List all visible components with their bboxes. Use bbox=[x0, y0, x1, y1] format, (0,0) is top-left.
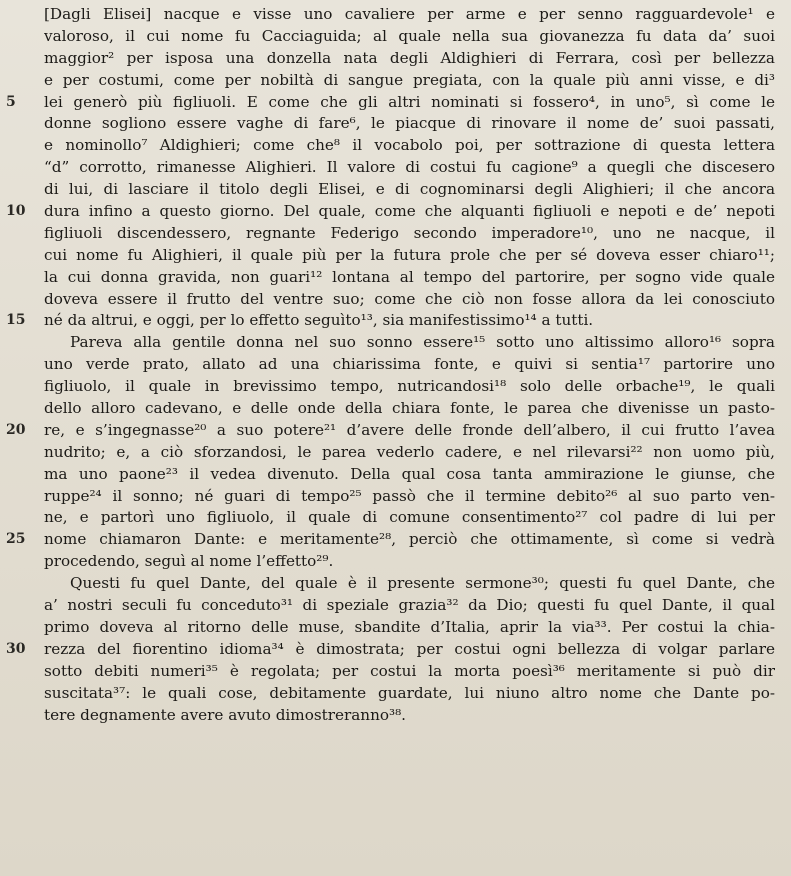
text-line bbox=[6, 683, 775, 705]
line-text: dura infino a questo giorno. Del quale, come che alquanti figliuoli e nepoti e de’ nepoti bbox=[44, 202, 775, 221]
text-line bbox=[6, 332, 775, 354]
line-number: 25 bbox=[6, 531, 26, 548]
text-line bbox=[6, 376, 775, 398]
text-line bbox=[6, 442, 775, 464]
text-line bbox=[6, 705, 775, 727]
text-line bbox=[6, 70, 775, 92]
line-text: né da altrui, e oggi, per lo effetto seguìto¹³, sia manifestissimo¹⁴ a tutti. bbox=[44, 311, 594, 330]
text-line bbox=[6, 529, 775, 551]
text-line bbox=[6, 289, 775, 311]
text-line bbox=[6, 639, 775, 661]
line-text: “d” corrotto, rimanesse Alighieri. Il valore di costui fu cagione⁹ a quegli che discesero bbox=[44, 158, 775, 177]
text-line bbox=[6, 48, 775, 70]
text-line bbox=[6, 661, 775, 683]
line-text: re, e s’ingegnasse²⁰ a suo potere²¹ d’avere delle fronde dell’albero, il cui frutto l’avea bbox=[44, 420, 775, 439]
text-line bbox=[6, 113, 775, 135]
line-text: procedendo, seguì al nome l’effetto²⁹. bbox=[44, 552, 334, 571]
line-text: la cui donna gravida, non guari¹² lontana al tempo del partorire, per sogno vide quale bbox=[44, 267, 775, 286]
text-line bbox=[6, 464, 775, 486]
text-line bbox=[6, 551, 775, 573]
line-text: nudrito; e, a ciò sforzandosi, le parea vederlo cadere, e nel rilevarsi²² non uomo più, bbox=[44, 442, 775, 461]
line-text: ma uno paone²³ il vedea divenuto. Della qual cosa tanta ammirazione le giunse, che bbox=[44, 464, 775, 483]
text-line bbox=[6, 573, 775, 595]
text-line bbox=[6, 92, 775, 114]
line-text: dello alloro cadevano, e delle onde della chiara fonte, le parea che divenisse un pasto- bbox=[44, 399, 775, 418]
line-text: rezza del fiorentino idioma³⁴ è dimostrata; per costui ogni bellezza di volgar parlare bbox=[44, 639, 775, 658]
text-line bbox=[6, 26, 775, 48]
text-line bbox=[6, 486, 775, 508]
line-number: 20 bbox=[6, 421, 26, 438]
line-number: 30 bbox=[6, 640, 26, 657]
text-line bbox=[6, 4, 775, 26]
line-text: cui nome fu Alighieri, il quale più per la futura prole che per sé doveva esser chiaro¹¹; bbox=[44, 245, 775, 264]
line-text: a’ nostri seculi fu conceduto³¹ di speziale grazia³² da Dio; questi fu quel Dante, il qual bbox=[44, 596, 775, 615]
text-line bbox=[6, 398, 775, 420]
line-text: donne sogliono essere vaghe di fare⁶, le piacque di rinovare il nome de’ suoi passati, bbox=[44, 114, 775, 133]
text-line bbox=[6, 617, 775, 639]
text-line bbox=[6, 420, 775, 442]
line-text: e nominollo⁷ Aldighieri; come che⁸ il vocabolo poi, per sottrazione di questa lettera bbox=[44, 136, 775, 155]
line-text: valoroso, il cui nome fu Cacciaguida; al quale nella sua giovanezza fu data da’ suoi bbox=[44, 26, 775, 45]
line-text: primo doveva al ritorno delle muse, sbandite d’Italia, aprir la via³³. Per costui la chia- bbox=[44, 617, 775, 636]
line-text: ruppe²⁴ il sonno; né guari di tempo²⁵ passò che il termine debito²⁶ al suo parto ven- bbox=[44, 486, 775, 505]
line-text: lei generò più figliuoli. E come che gli altri nominati si fossero⁴, in uno⁵, sì come le bbox=[44, 92, 775, 111]
line-text: figliuoli discendessero, regnante Federigo secondo imperadore¹⁰, uno ne nacque, il bbox=[44, 223, 775, 242]
line-text: Pareva alla gentile donna nel suo sonno essere¹⁵ sotto uno altissimo alloro¹⁶ sopra bbox=[70, 333, 775, 352]
line-number: 15 bbox=[6, 312, 26, 329]
text-line bbox=[6, 135, 775, 157]
text-line bbox=[6, 595, 775, 617]
line-text: nome chiamaron Dante: e meritamente²⁸, perciò che ottimamente, sì come si vedrà bbox=[44, 530, 775, 549]
line-text: Questi fu quel Dante, del quale è il presente sermone³⁰; questi fu quel Dante, che bbox=[70, 574, 775, 593]
line-text: doveva essere il frutto del ventre suo; come che ciò non fosse allora da lei conosciuto bbox=[44, 289, 775, 308]
text-line bbox=[6, 245, 775, 267]
line-text: sotto debiti numeri³⁵ è regolata; per costui la morta poesì³⁶ meritamente si può dir bbox=[44, 661, 775, 680]
line-text: e per costumi, come per nobiltà di sangue pregiata, con la quale più anni visse, e di³ bbox=[44, 70, 775, 89]
line-text: uno verde prato, allato ad una chiarissima fonte, e quivi si sentia¹⁷ partorire uno bbox=[44, 355, 775, 374]
text-line bbox=[6, 310, 775, 332]
text-line bbox=[6, 223, 775, 245]
text-line bbox=[6, 354, 775, 376]
text-line bbox=[6, 179, 775, 201]
line-text: suscitata³⁷: le quali cose, debitamente guardate, lui niuno altro nome che Dante po- bbox=[44, 683, 775, 702]
line-text: di lui, di lasciare il titolo degli Elisei, e di cognominarsi degli Alighieri; il che ancora bbox=[44, 180, 775, 199]
text-body bbox=[6, 4, 775, 726]
line-number: 10 bbox=[6, 203, 26, 220]
text-line bbox=[6, 157, 775, 179]
line-text: maggior² per isposa una donzella nata degli Aldighieri di Ferrara, così per bellezza bbox=[44, 48, 775, 67]
text-line bbox=[6, 267, 775, 289]
line-text: ne, e partorì uno figliuolo, il quale di comune consentimento²⁷ col padre di lui per bbox=[44, 508, 775, 527]
line-text: figliuolo, il quale in brevissimo tempo, nutricandosi¹⁸ solo delle orbache¹⁹, le quali bbox=[44, 377, 775, 396]
text-line bbox=[6, 507, 775, 529]
text-line bbox=[6, 201, 775, 223]
line-text: tere degnamente avere avuto dimostreranno³⁸. bbox=[44, 705, 407, 724]
line-number: 5 bbox=[6, 93, 16, 110]
line-text: [Dagli Elisei] nacque e visse uno cavaliere per arme e per senno ragguardevole¹ e bbox=[44, 5, 775, 23]
